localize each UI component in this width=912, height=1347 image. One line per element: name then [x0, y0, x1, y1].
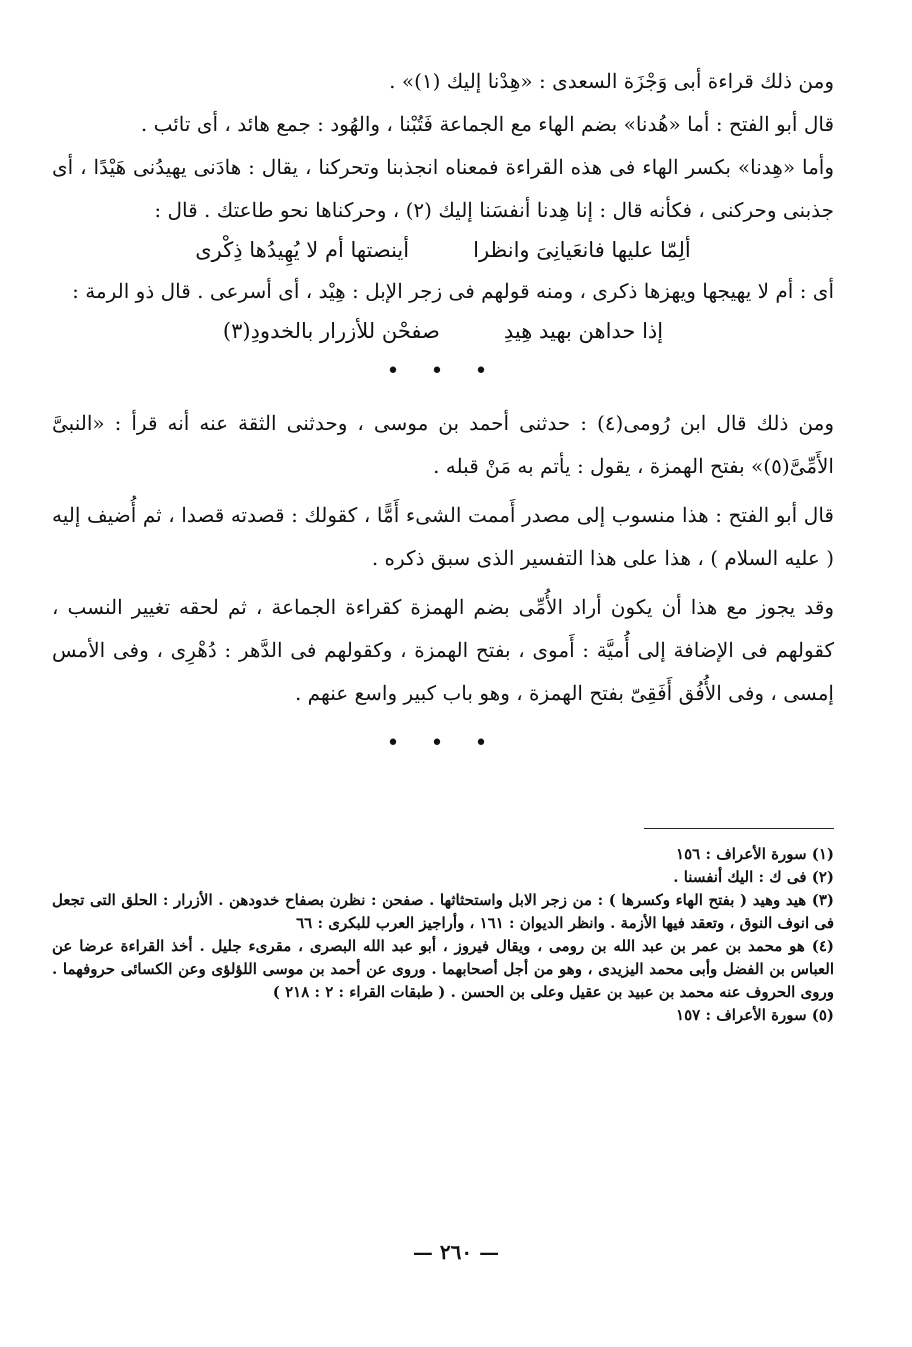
section-separator-2: • • •: [386, 731, 500, 756]
footnote-5: (٥) سورة الأعراف : ١٥٧: [676, 1006, 834, 1024]
verse-2-left: صفحْن للأزرار بالخدودِ(٣): [222, 319, 440, 343]
paragraph-6: قال أبو الفتح : هذا منسوب إلى مصدر أَممت الشىء أَمًّا ، كقولك : قصدته قصدا ، ثم أُضيف إليه ( عليه السلام ) ، هذا على هذا التفسير الذى سبق ذكره .: [52, 503, 834, 570]
verse-1: [52, 238, 834, 262]
verse-1-left: أينصتها أم لا يُهِيدُها ذِكْرى: [195, 238, 410, 262]
paragraph-3: وأما «هِدنا» بكسر الهاء فى هذه القراءة فمعناه انجذبنا وتحركنا ، يقال : هادَنى يهيدُنى هَيْدًا ، أى جذبنى وحركنى ، فكأنه قال : إنا هِدنا أنفسَنا إليك (٢) ، وحركناها نحو طاعتك . قال :: [52, 155, 834, 222]
footnotes: [52, 843, 834, 1027]
paragraph-5: ومن ذلك قال ابن رُومى(٤) : حدثنى أحمد بن موسى ، وحدثنى الثقة عنه أنه قرأ : «النبىَّ الأَمِّىَّ(٥)» بفتح الهمزة ، يقول : يأتم به مَنْ قبله .: [52, 411, 835, 478]
verse-1-right: ألِمّا عليها فانعَيانِىَ وانظرا: [473, 238, 691, 262]
footnote-4: (٤) هو محمد بن عمر بن عبد الله بن رومى ، ويقال فيروز ، أبو عبد الله البصرى ، مقرىء جليل . أخذ القراءة عرضا عن العباس بن الفضل وأبى محمد اليزيدى ، وهو من أجل أصحابهما . وروى عن أحمد بن موسى اللؤلؤى وعن الكسائى حروفهما . وروى الحروف عنه محمد بن عبيد بن عقيل وعلى بن الحسن . ( طبقات القراء : ٢ : ٢١٨ ): [52, 937, 834, 1001]
footnote-1: (١) سورة الأعراف : ١٥٦: [676, 845, 834, 863]
footnote-rule: [644, 828, 834, 829]
paragraph-4: أى : أم لا يهيجها ويهزها ذكرى ، ومنه قولهم فى زجر الإبل : هِيْد ، أى أسرعى . قال ذو الرمة :: [72, 279, 834, 303]
footnote-2: (٢) فى ك : اليك أنفسنا .: [673, 868, 834, 886]
page-number: — ٢٦٠ —: [412, 1240, 500, 1264]
paragraph-7: وقد يجوز مع هذا أن يكون أراد الأُمِّى بضم الهمزة كقراءة الجماعة ، ثم لحقه تغيير النسب ، كقولهم فى الإضافة إلى أُميَّة : أَموى ، بفتح الهمزة ، وكقولهم فى الدَّهر : دُهْرِى ، وفى الأمس إمسى ، وفى الأُفُق أَفَقِىّ بفتح الهمزة ، وهو باب كبير واسع عنهم .: [52, 595, 834, 705]
verse-2: [52, 319, 834, 343]
verse-2-right: إذا حداهن بهيد هِيدِ: [503, 319, 664, 343]
paragraph-1: ومن ذلك قراءة أبى وَجْزَة السعدى : «هِدْنا إليك (١)» .: [389, 69, 834, 93]
section-separator-1: • • •: [386, 359, 500, 384]
paragraph-2: قال أبو الفتح : أما «هُدنا» بضم الهاء مع الجماعة فَتُبْنا ، والهُود : جمع هائد ، أى تائب .: [140, 112, 834, 136]
footnote-3: (٣) هيد وهيد ( بفتح الهاء وكسرها ) : من زجر الابل واستحثاثها . صفحن : نظرن بصفاح خدودهن . الأزرار : الحلق التى تجعل فى انوف النوق ، وتعقد فيها الأزمة . وانظر الديوان : ١٦١ ، وأراجيز العرب للبكرى : ٦٦: [52, 891, 834, 932]
